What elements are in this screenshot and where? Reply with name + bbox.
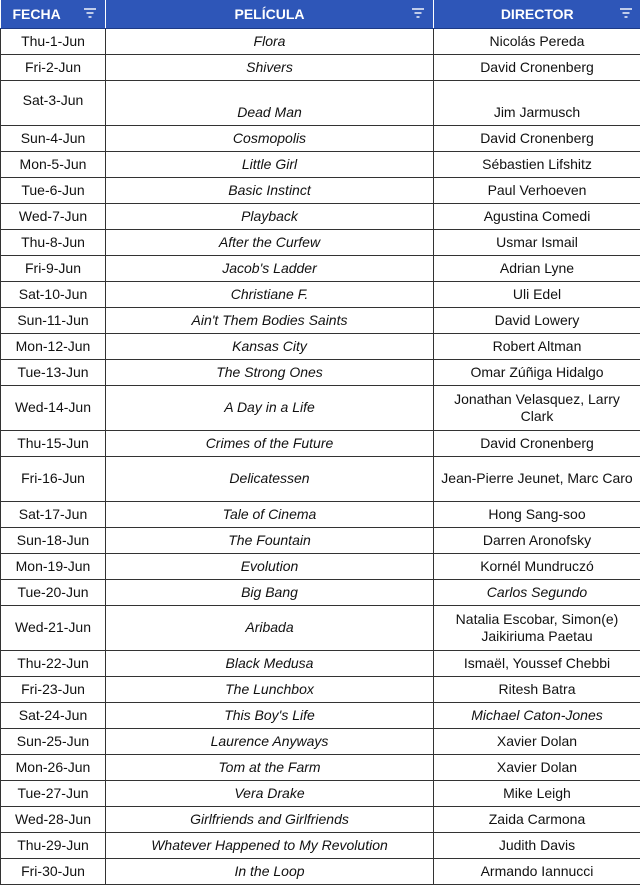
- header-fecha: [1, 0, 106, 28]
- cell-fecha: Sat-24-Jun: [1, 702, 106, 728]
- cell-fecha: Mon-26-Jun: [1, 754, 106, 780]
- table-row: [1, 80, 640, 125]
- cell-pelicula: Laurence Anyways: [106, 728, 434, 754]
- cell-pelicula: Christiane F.: [106, 281, 434, 307]
- cell-pelicula: Aribada: [106, 605, 434, 650]
- cell-director: David Cronenberg: [434, 125, 640, 151]
- table-row: [1, 385, 640, 430]
- cell-fecha: Sun-18-Jun: [1, 527, 106, 553]
- cell-fecha: Sat-10-Jun: [1, 281, 106, 307]
- cell-fecha: Wed-14-Jun: [1, 385, 106, 430]
- cell-pelicula: Black Medusa: [106, 650, 434, 676]
- cell-director: Usmar Ismail: [434, 229, 640, 255]
- cell-director: Adrian Lyne: [434, 255, 640, 281]
- cell-pelicula: Girlfriends and Girlfriends: [106, 806, 434, 832]
- table-row: [1, 151, 640, 177]
- cell-director: Carlos Segundo: [434, 579, 640, 605]
- table-row: [1, 605, 640, 650]
- cell-fecha: Thu-22-Jun: [1, 650, 106, 676]
- cell-director: Xavier Dolan: [434, 728, 640, 754]
- table-header: [1, 0, 640, 28]
- cell-director: Armando Iannucci: [434, 858, 640, 884]
- table-row: [1, 255, 640, 281]
- cell-director: Darren Aronofsky: [434, 527, 640, 553]
- header-pelicula-label: PELÍCULA: [235, 6, 305, 22]
- cell-pelicula: Vera Drake: [106, 780, 434, 806]
- filter-icon[interactable]: [411, 7, 425, 19]
- cell-fecha: Thu-15-Jun: [1, 430, 106, 456]
- cell-director: Uli Edel: [434, 281, 640, 307]
- table-row: [1, 527, 640, 553]
- cell-pelicula: Evolution: [106, 553, 434, 579]
- table-row: [1, 501, 640, 527]
- table-row: [1, 307, 640, 333]
- cell-fecha: Wed-21-Jun: [1, 605, 106, 650]
- cell-director: Jean-Pierre Jeunet, Marc Caro: [434, 456, 640, 501]
- cell-fecha: Mon-5-Jun: [1, 151, 106, 177]
- cell-pelicula: Big Bang: [106, 579, 434, 605]
- cell-fecha: Fri-23-Jun: [1, 676, 106, 702]
- table-row: [1, 203, 640, 229]
- cell-pelicula: The Fountain: [106, 527, 434, 553]
- table-row: [1, 125, 640, 151]
- cell-director: Hong Sang-soo: [434, 501, 640, 527]
- cell-director: Natalia Escobar, Simon(e) Jaikiriuma Paetau: [434, 605, 640, 650]
- cell-pelicula: Jacob's Ladder: [106, 255, 434, 281]
- cell-fecha: Sun-11-Jun: [1, 307, 106, 333]
- cell-fecha: Wed-28-Jun: [1, 806, 106, 832]
- table-row: [1, 858, 640, 884]
- cell-director: Ismaël, Youssef Chebbi: [434, 650, 640, 676]
- cell-director: Robert Altman: [434, 333, 640, 359]
- cell-fecha: Tue-6-Jun: [1, 177, 106, 203]
- cell-pelicula: Shivers: [106, 54, 434, 80]
- cell-fecha: Wed-7-Jun: [1, 203, 106, 229]
- cell-pelicula: This Boy's Life: [106, 702, 434, 728]
- cell-fecha: Sat-17-Jun: [1, 501, 106, 527]
- cell-director: David Cronenberg: [434, 54, 640, 80]
- cell-fecha: Mon-12-Jun: [1, 333, 106, 359]
- cell-pelicula: Cosmopolis: [106, 125, 434, 151]
- cell-pelicula: The Strong Ones: [106, 359, 434, 385]
- cell-pelicula: Flora: [106, 28, 434, 54]
- cell-pelicula: Whatever Happened to My Revolution: [106, 832, 434, 858]
- table-row: [1, 806, 640, 832]
- cell-fecha: Thu-1-Jun: [1, 28, 106, 54]
- header-director-label: DIRECTOR: [501, 6, 574, 22]
- cell-director: Michael Caton-Jones: [434, 702, 640, 728]
- cell-fecha: Sat-3-Jun: [1, 80, 106, 125]
- cell-pelicula: Dead Man: [106, 80, 434, 125]
- table-row: [1, 456, 640, 501]
- filter-icon[interactable]: [619, 7, 633, 19]
- table-body: [1, 28, 640, 884]
- header-fecha-label: FECHA: [13, 6, 61, 22]
- cell-director: Omar Zúñiga Hidalgo: [434, 359, 640, 385]
- cell-pelicula: Tom at the Farm: [106, 754, 434, 780]
- table-row: [1, 780, 640, 806]
- cell-fecha: Thu-29-Jun: [1, 832, 106, 858]
- header-pelicula: [106, 0, 434, 28]
- cell-fecha: Tue-13-Jun: [1, 359, 106, 385]
- cell-fecha: Tue-20-Jun: [1, 579, 106, 605]
- table-row: [1, 832, 640, 858]
- table-row: [1, 754, 640, 780]
- cell-fecha: Fri-9-Jun: [1, 255, 106, 281]
- cell-pelicula: Tale of Cinema: [106, 501, 434, 527]
- table-row: [1, 54, 640, 80]
- cell-fecha: Sun-4-Jun: [1, 125, 106, 151]
- cell-director: Jonathan Velasquez, Larry Clark: [434, 385, 640, 430]
- cell-director: Zaida Carmona: [434, 806, 640, 832]
- cell-director: Mike Leigh: [434, 780, 640, 806]
- table-row: [1, 553, 640, 579]
- cell-director: David Lowery: [434, 307, 640, 333]
- cell-pelicula: Delicatessen: [106, 456, 434, 501]
- table-row: [1, 430, 640, 456]
- cell-director: Agustina Comedi: [434, 203, 640, 229]
- cell-fecha: Sun-25-Jun: [1, 728, 106, 754]
- table-row: [1, 702, 640, 728]
- cell-director: Xavier Dolan: [434, 754, 640, 780]
- cell-fecha: Thu-8-Jun: [1, 229, 106, 255]
- cell-pelicula: Kansas City: [106, 333, 434, 359]
- table-row: [1, 676, 640, 702]
- cell-pelicula: After the Curfew: [106, 229, 434, 255]
- cell-fecha: Fri-30-Jun: [1, 858, 106, 884]
- cell-fecha: Mon-19-Jun: [1, 553, 106, 579]
- cell-fecha: Tue-27-Jun: [1, 780, 106, 806]
- table-row: [1, 177, 640, 203]
- cell-pelicula: Basic Instinct: [106, 177, 434, 203]
- cell-pelicula: Ain't Them Bodies Saints: [106, 307, 434, 333]
- table-row: [1, 28, 640, 54]
- cell-pelicula: Little Girl: [106, 151, 434, 177]
- table-row: [1, 281, 640, 307]
- header-director: [434, 0, 640, 28]
- cell-pelicula: In the Loop: [106, 858, 434, 884]
- cell-pelicula: The Lunchbox: [106, 676, 434, 702]
- cell-director: Paul Verhoeven: [434, 177, 640, 203]
- cell-director: Ritesh Batra: [434, 676, 640, 702]
- cell-director: David Cronenberg: [434, 430, 640, 456]
- table-row: [1, 229, 640, 255]
- cell-director: Judith Davis: [434, 832, 640, 858]
- cell-director: Sébastien Lifshitz: [434, 151, 640, 177]
- cell-fecha: Fri-2-Jun: [1, 54, 106, 80]
- filter-icon[interactable]: [83, 7, 97, 19]
- cell-fecha: Fri-16-Jun: [1, 456, 106, 501]
- table-row: [1, 728, 640, 754]
- cell-pelicula: A Day in a Life: [106, 385, 434, 430]
- table-row: [1, 359, 640, 385]
- table-row: [1, 333, 640, 359]
- cell-director: Kornél Mundruczó: [434, 553, 640, 579]
- table-row: [1, 579, 640, 605]
- cell-director: Jim Jarmusch: [434, 80, 640, 125]
- cell-director: Nicolás Pereda: [434, 28, 640, 54]
- table-row: [1, 650, 640, 676]
- cell-pelicula: Playback: [106, 203, 434, 229]
- cell-pelicula: Crimes of the Future: [106, 430, 434, 456]
